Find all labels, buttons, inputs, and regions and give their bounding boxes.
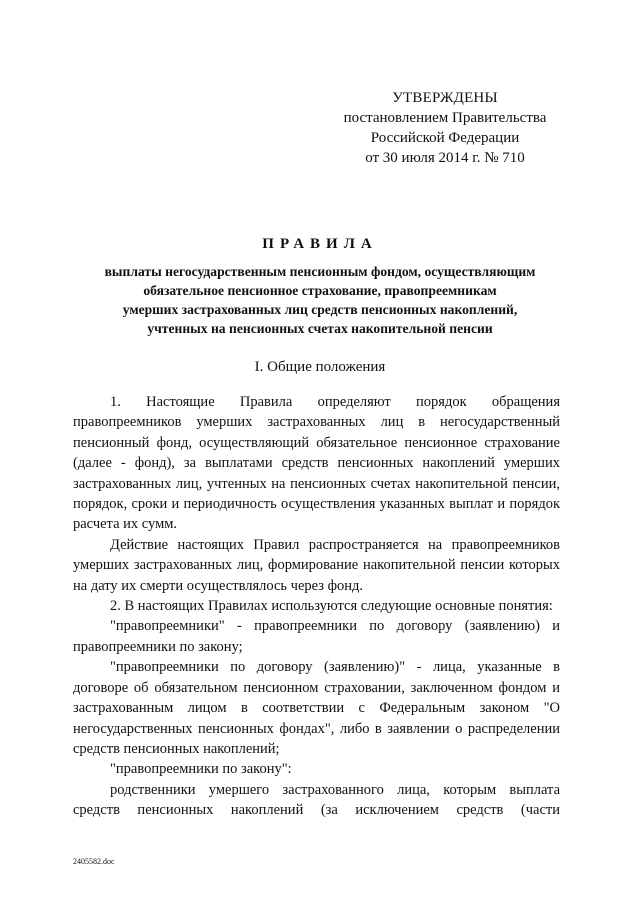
approval-title: УТВЕРЖДЕНЫ	[392, 90, 498, 106]
subtitle-line-2: обязательное пенсионное страхование, правопреемникам	[143, 283, 497, 298]
paragraph-2: Действие настоящих Правил распространяется на правопреемников умерших застрахованных лиц, формирование накопительной пенсии которых на дату их смерти осуществлялось через фонд.	[73, 536, 560, 594]
paragraph-1: 1. Настоящие Правила определяют порядок обращения правопреемников умерших застрахованных лиц в негосударственный пенсионный фонд, осуществляющий обязательное пенсионное страхование (далее - фонд), за выплатами средств пенсионных накоплений умерших застрахованных лиц, учтенных на пенсионных счетах накопительной пенсии, порядок, сроки и периодичность осуществления указанных выплат и порядок расчета их сумм.	[73, 394, 560, 533]
approval-line-2: Российской Федерации	[370, 130, 520, 146]
document-title: ПРАВИЛА	[262, 236, 378, 252]
paragraph-7: родственники умершего застрахованного лица, которым выплата средств пенсионных накоплений (за исключением средств (части	[73, 781, 560, 819]
paragraph-5: "правопреемники по договору (заявлению)" - лица, указанные в договоре об обязательном пенсионном страховании, заключенном фондом и застрахованным лицом в соответствии с Федеральным законом "О негосударственных пенсионных фондах", либо в заявлении о распределении средств пенсионных накоплений;	[73, 659, 560, 757]
document-body	[73, 392, 560, 821]
section-heading: I. Общие положения	[254, 359, 386, 375]
paragraph-3: 2. В настоящих Правилах используются следующие основные понятия:	[110, 598, 553, 615]
file-name-footer: 2405582.doc	[73, 857, 115, 866]
approval-line-3: от 30 июля 2014 г. № 710	[365, 150, 525, 166]
subtitle-line-3: умерших застрахованных лиц средств пенсионных накоплений,	[122, 302, 518, 317]
subtitle-line-1: выплаты негосударственным пенсионным фондом, осуществляющим	[104, 264, 536, 279]
approval-block	[330, 88, 560, 168]
document-subtitle	[70, 262, 570, 338]
approval-line-1: постановлением Правительства	[343, 110, 547, 126]
paragraph-6: "правопреемники по закону":	[110, 761, 292, 778]
paragraph-4: "правопреемники" - правопреемники по договору (заявлению) и правопреемники по закону;	[73, 618, 560, 655]
subtitle-line-4: учтенных на пенсионных счетах накопительной пенсии	[147, 321, 493, 336]
